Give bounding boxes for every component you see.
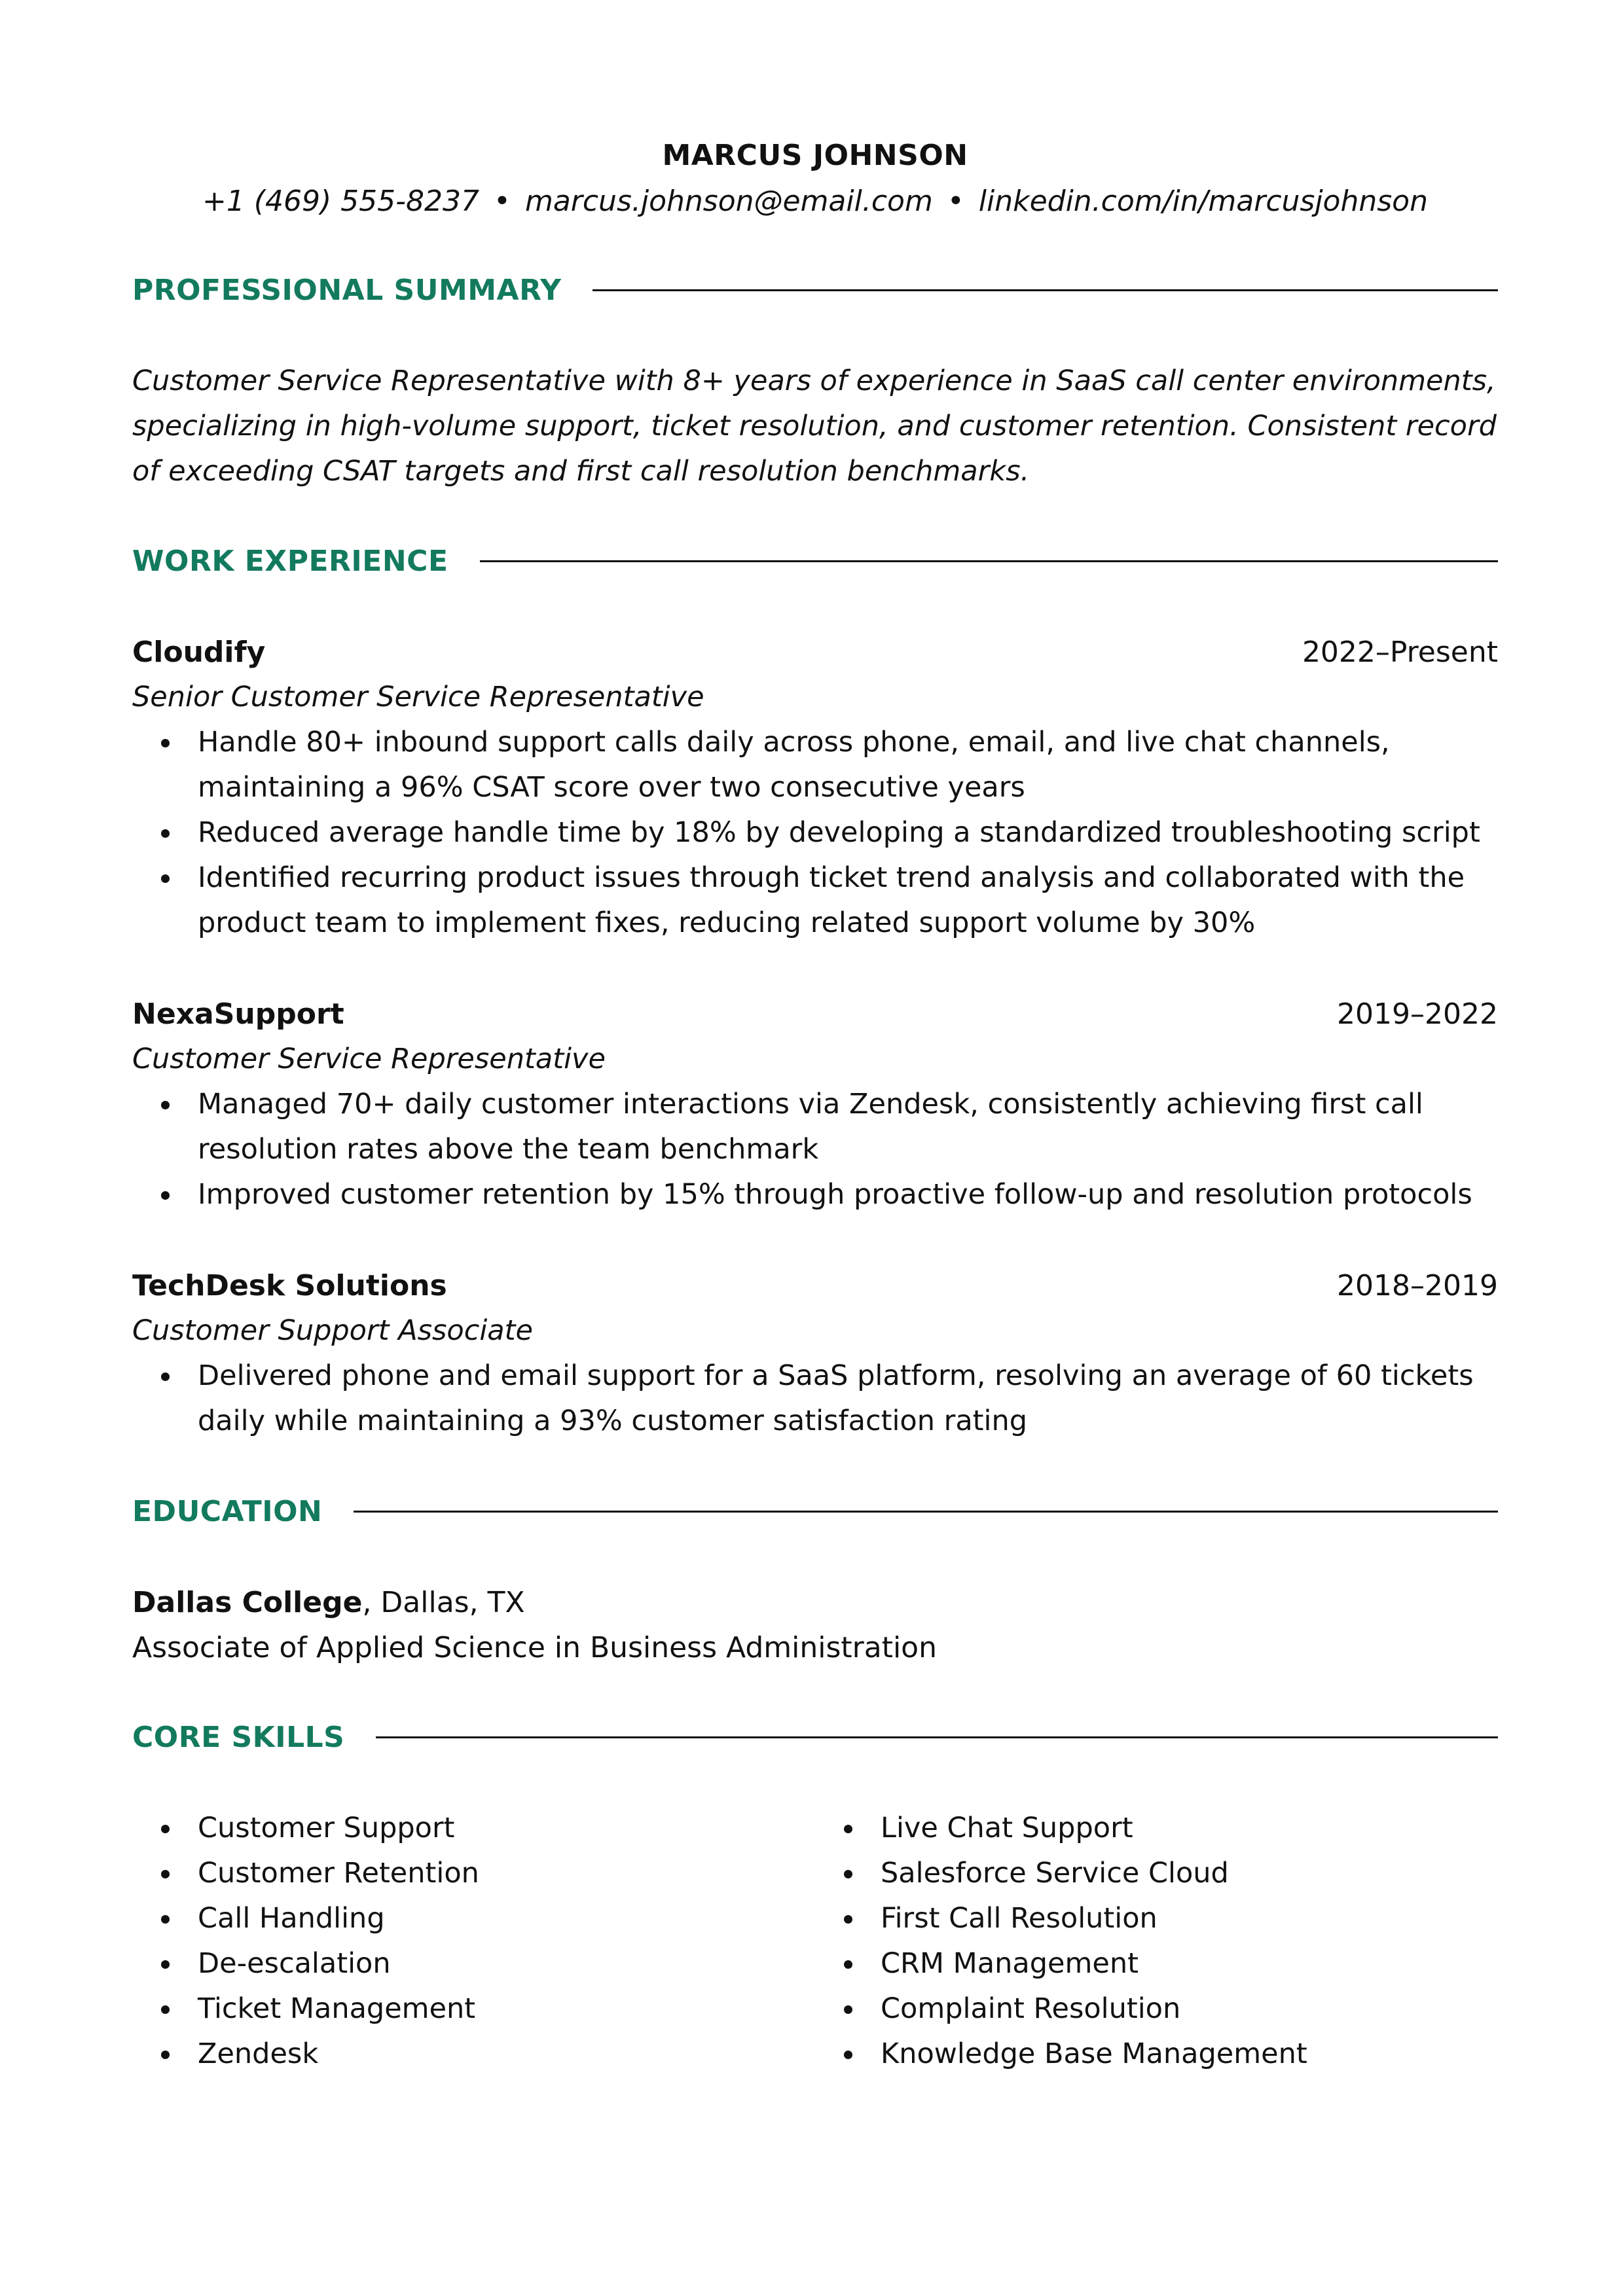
skill-item: Salesforce Service Cloud — [881, 1851, 1498, 1896]
skills-column-left — [132, 1806, 815, 2077]
bullet-item: Improved customer retention by 15% through proactive follow-up and resolution protocols — [198, 1172, 1498, 1217]
phone-number: +1 (469) 555-8237 — [202, 185, 479, 218]
education-entry — [132, 1580, 1498, 1670]
summary-section-heading — [132, 270, 1498, 310]
section-divider — [354, 1511, 1498, 1513]
experience-section-heading — [132, 541, 1498, 581]
job-title: Senior Customer Service Representative — [132, 681, 704, 713]
skill-item: Knowledge Base Management — [881, 2032, 1498, 2077]
section-title: WORK EXPERIENCE — [132, 544, 448, 578]
contact-separator: • — [494, 185, 511, 218]
bullet-item: Handle 80+ inbound support calls daily across phone, email, and live chat channels, maintaining a 96% CSAT score over two consecutive years — [198, 720, 1498, 810]
education-section-heading — [132, 1492, 1498, 1531]
resume-header — [132, 137, 1498, 221]
bullet-item: Identified recurring product issues through ticket trend analysis and collaborated with the product team to implement fixes, reducing related support volume by 30% — [198, 855, 1498, 946]
job-title: Customer Support Associate — [132, 1314, 533, 1347]
skills-list — [132, 1806, 1498, 2077]
job-entry-nexasupport — [132, 992, 1498, 1217]
skill-item: Complaint Resolution — [881, 1986, 1498, 2032]
degree: Associate of Applied Science in Business Administration — [132, 1631, 937, 1664]
email-address: marcus.johnson@email.com — [524, 185, 933, 218]
skill-item: Live Chat Support — [881, 1806, 1498, 1851]
job-bullets — [132, 1354, 1498, 1444]
skill-item: Customer Support — [198, 1806, 815, 1851]
bullet-item: Delivered phone and email support for a SaaS platform, resolving an average of 60 tickets daily while maintaining a 93% customer satisfaction rating — [198, 1354, 1498, 1444]
company-name: NexaSupport — [132, 997, 344, 1031]
section-divider — [480, 560, 1499, 562]
school-location: , Dallas, TX — [362, 1586, 525, 1619]
skill-item: De-escalation — [198, 1941, 815, 1986]
school-name: Dallas College — [132, 1586, 363, 1619]
job-bullets — [132, 720, 1498, 946]
section-divider — [593, 289, 1498, 291]
company-name: TechDesk Solutions — [132, 1269, 447, 1302]
skill-item: First Call Resolution — [881, 1896, 1498, 1941]
section-title: CORE SKILLS — [132, 1720, 345, 1754]
job-dates: 2022–Present — [1302, 636, 1498, 669]
skill-item: Zendesk — [198, 2032, 815, 2077]
skills-column-right — [815, 1806, 1498, 2077]
contact-separator: • — [947, 185, 964, 218]
skill-item: Customer Retention — [198, 1851, 815, 1896]
company-name: Cloudify — [132, 636, 266, 669]
skill-item: CRM Management — [881, 1941, 1498, 1986]
bullet-item: Managed 70+ daily customer interactions via Zendesk, consistently achieving first call resolution rates above the team benchmark — [198, 1082, 1498, 1172]
section-title: PROFESSIONAL SUMMARY — [132, 273, 562, 307]
candidate-name: MARCUS JOHNSON — [662, 139, 968, 172]
job-entry-techdesk — [132, 1263, 1498, 1444]
job-bullets — [132, 1082, 1498, 1217]
job-entry-cloudify — [132, 630, 1498, 946]
job-dates: 2019–2022 — [1337, 997, 1498, 1031]
summary-text: Customer Service Representative with 8+ years of experience in SaaS call center environments, specializing in high-volume support, ticket resolution, and customer retention. Consistent record of exceeding CSAT targets and first call resolution benchmarks. — [132, 365, 1497, 488]
job-title: Customer Service Representative — [132, 1043, 606, 1075]
contact-line — [132, 182, 1498, 221]
skill-item: Call Handling — [198, 1896, 815, 1941]
section-divider — [376, 1736, 1498, 1738]
bullet-item: Reduced average handle time by 18% by developing a standardized troubleshooting script — [198, 810, 1498, 855]
job-dates: 2018–2019 — [1337, 1269, 1498, 1302]
section-title: EDUCATION — [132, 1494, 323, 1528]
skills-section-heading — [132, 1717, 1498, 1757]
skill-item: Ticket Management — [198, 1986, 815, 2032]
linkedin-url: linkedin.com/in/marcusjohnson — [978, 185, 1428, 218]
